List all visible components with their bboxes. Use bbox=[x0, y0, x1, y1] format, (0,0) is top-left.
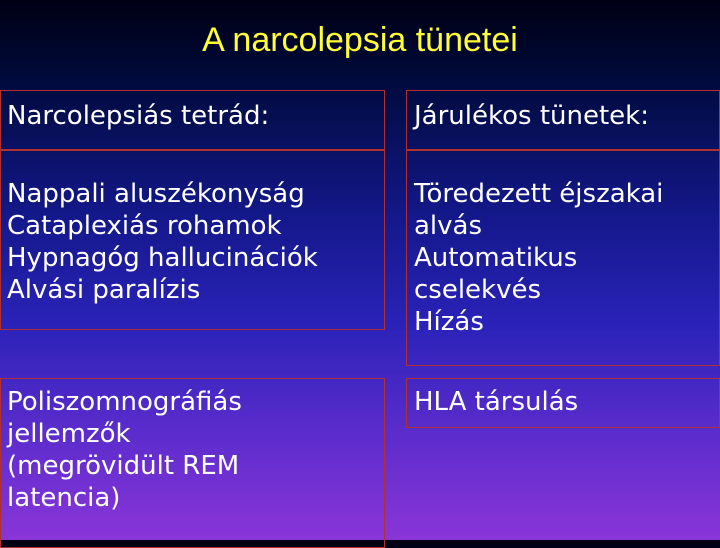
left-item: Nappali aluszékonyság bbox=[7, 179, 305, 209]
right-item: Töredezett éjszakai bbox=[414, 179, 664, 209]
right-item: alvás bbox=[414, 211, 483, 241]
left-bottom-line: jellemzők bbox=[7, 419, 131, 449]
left-item: Alvási paralízis bbox=[7, 275, 201, 305]
right-item: cselekvés bbox=[414, 275, 542, 305]
right-header: Járulékos tünetek: bbox=[414, 101, 649, 131]
right-item: Hízás bbox=[414, 307, 484, 337]
left-bottom-line: Poliszomnográfiás bbox=[7, 387, 242, 417]
left-item: Hypnagóg hallucinációk bbox=[7, 243, 318, 273]
left-bottom-line: (megrövidült REM bbox=[7, 451, 240, 481]
left-item: Cataplexiás rohamok bbox=[7, 211, 282, 241]
right-item: Automatikus bbox=[414, 243, 578, 273]
slide-title: A narcolepsia tünetei bbox=[202, 21, 518, 59]
right-bottom: HLA társulás bbox=[414, 387, 579, 417]
left-header: Narcolepsiás tetrád: bbox=[7, 101, 270, 131]
left-bottom-line: latencia) bbox=[7, 483, 121, 513]
